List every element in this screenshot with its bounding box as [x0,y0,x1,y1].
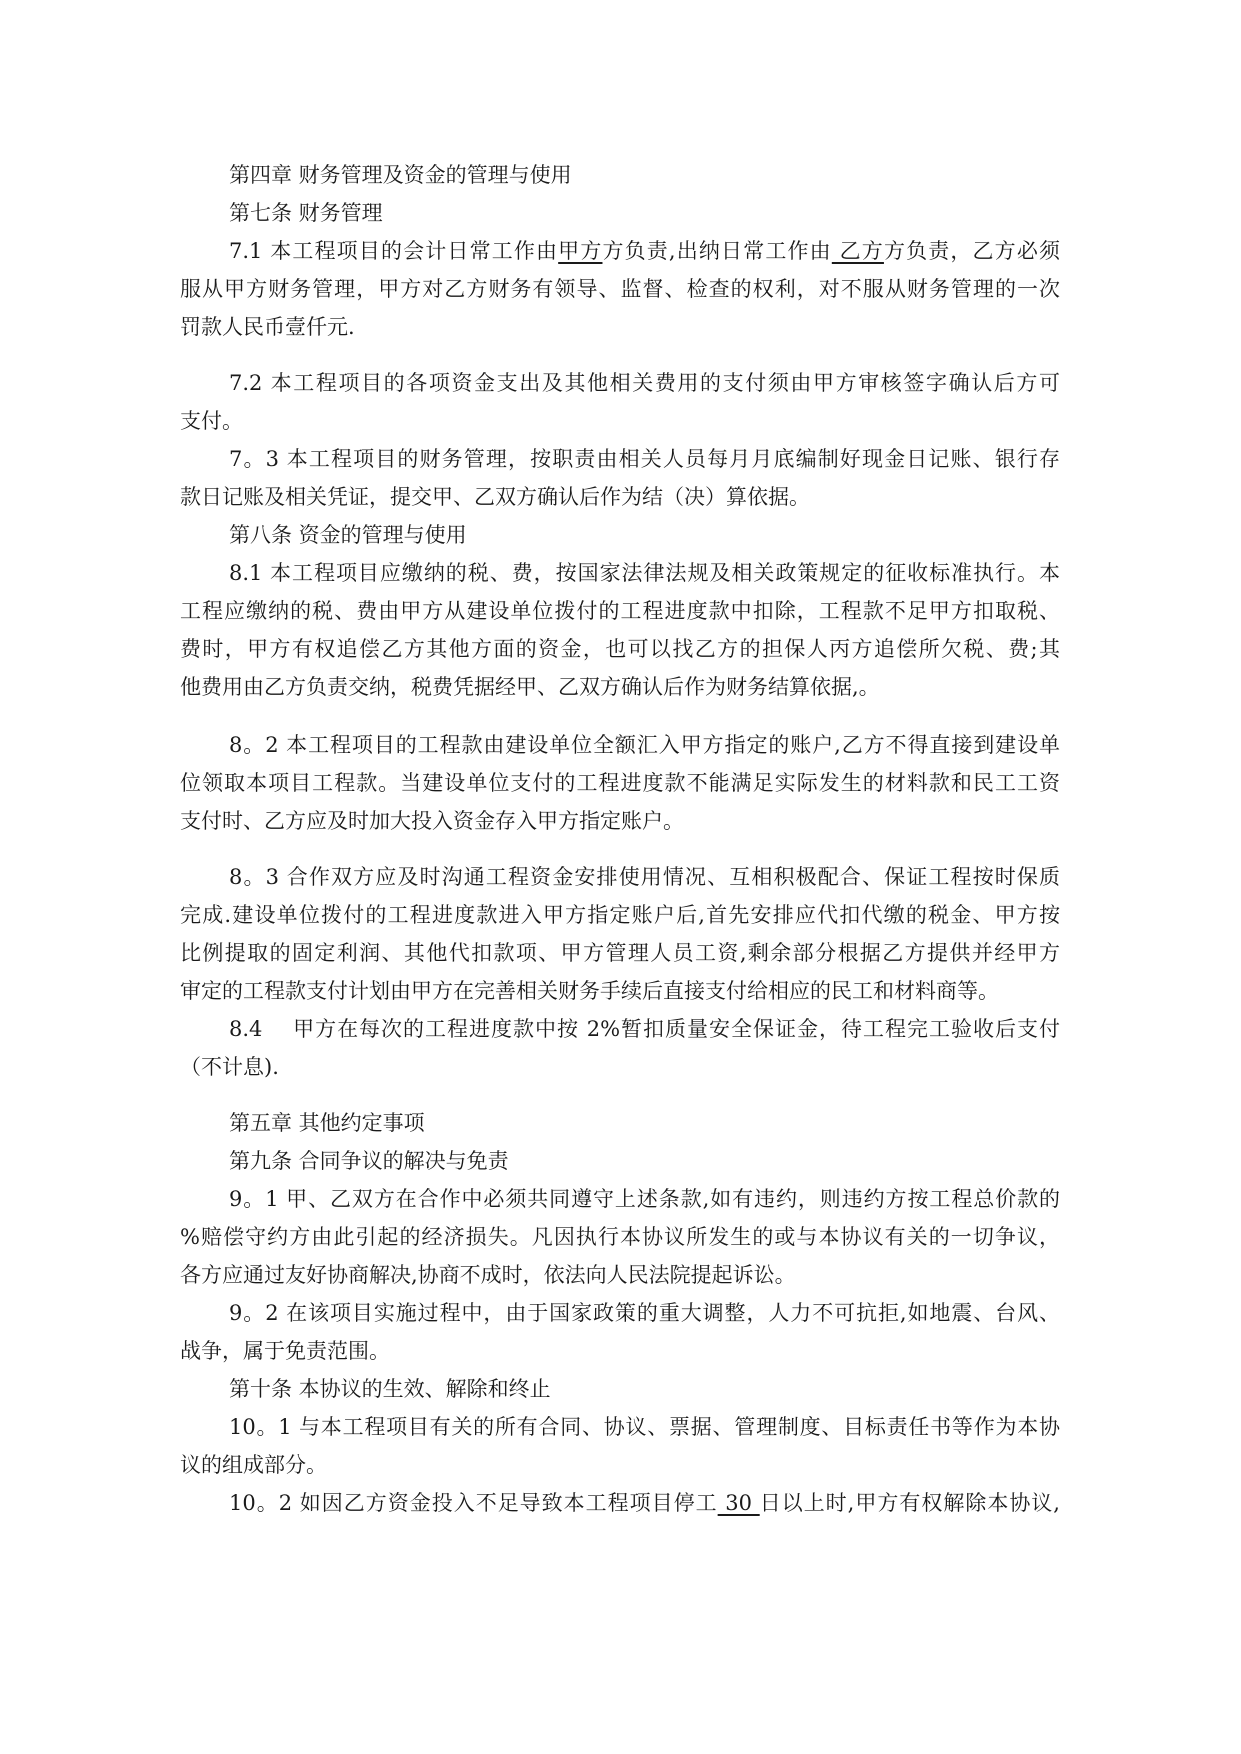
paragraph-line: 支付时、乙方应及时加大投入资金存入甲方指定账户。 [180,809,684,833]
paragraph-line: 费时，甲方有权追偿乙方其他方面的资金，也可以找乙方的担保人丙方追偿所欠税、费;其 [180,637,1060,661]
paragraph-line: 8。2 本工程项目的工程款由建设单位全额汇入甲方指定的账户,乙方不得直接到建设单 [229,733,1060,757]
article-heading: 第九条 合同争议的解决与免责 [229,1149,509,1173]
paragraph-line: 7.1 本工程项目的会计日常工作由甲方方负责,出纳日常工作由 乙方方负责，乙方必须 [229,239,1060,263]
paragraph-line: 支付。 [180,409,243,433]
paragraph-line: 服从甲方财务管理，甲方对乙方财务有领导、监督、检查的权利，对不服从财务管理的一次 [180,277,1060,301]
paragraph-line: 10。1 与本工程项目有关的所有合同、协议、票据、管理制度、目标责任书等作为本协 [229,1415,1060,1439]
paragraph-line: 罚款人民币壹仟元. [180,315,355,339]
article-heading: 第八条 资金的管理与使用 [229,523,467,547]
paragraph-line: 7.2 本工程项目的各项资金支出及其他相关费用的支付须由甲方审核签字确认后方可 [229,371,1060,395]
paragraph-line: 工程应缴纳的税、费由甲方从建设单位拨付的工程进度款中扣除，工程款不足甲方扣取税、 [180,599,1060,623]
article-heading: 第七条 财务管理 [229,201,383,225]
chapter-heading: 第四章 财务管理及资金的管理与使用 [229,163,572,187]
underlined-blank: 30 [717,1491,760,1515]
paragraph-line: 审定的工程款支付计划由甲方在完善相关财务手续后直接支付给相应的民工和材料商等。 [180,979,999,1003]
paragraph-line: 8。3 合作双方应及时沟通工程资金安排使用情况、互相积极配合、保证工程按时保质 [229,865,1060,889]
paragraph-line: 他费用由乙方负责交纳，税费凭据经甲、乙双方确认后作为财务结算依据,。 [180,675,880,699]
paragraph-line: 7。3 本工程项目的财务管理，按职责由相关人员每月月底编制好现金日记账、银行存 [229,447,1060,471]
article-heading: 第十条 本协议的生效、解除和终止 [229,1377,551,1401]
paragraph-line: 各方应通过友好协商解决,协商不成时，依法向人民法院提起诉讼。 [180,1263,796,1287]
paragraph-line: 8.1 本工程项目应缴纳的税、费，按国家法律法规及相关政策规定的征收标准执行。本 [229,561,1060,585]
paragraph-line: 款日记账及相关凭证，提交甲、乙双方确认后作为结（决）算依据。 [180,485,810,509]
paragraph-line: （不计息). [180,1055,279,1079]
paragraph-line: 8.4 甲方在每次的工程进度款中按 2%暂扣质量安全保证金，待工程完工验收后支付 [229,1017,1060,1041]
paragraph-line: 位领取本项目工程款。当建设单位支付的工程进度款不能满足实际发生的材料款和民工工资 [180,771,1060,795]
paragraph-line: 战争，属于免责范围。 [180,1339,390,1363]
underlined-blank: 甲方 [558,239,603,263]
paragraph-line: %赔偿守约方由此引起的经济损失。凡因执行本协议所发生的或与本协议有关的一切争议， [180,1225,1060,1249]
paragraph-line: 10。2 如因乙方资金投入不足导致本工程项目停工 30 日以上时,甲方有权解除本协议, [229,1491,1060,1515]
paragraph-line: 9。2 在该项目实施过程中，由于国家政策的重大调整，人力不可抗拒,如地震、台风、 [229,1301,1060,1325]
paragraph-line: 比例提取的固定利润、其他代扣款项、甲方管理人员工资,剩余部分根据乙方提供并经甲方 [180,941,1060,965]
paragraph-line: 9。1 甲、乙双方在合作中必须共同遵守上述条款,如有违约，则违约方按工程总价款的 [229,1187,1060,1211]
paragraph-line: 完成.建设单位拨付的工程进度款进入甲方指定账户后,首先安排应代扣代缴的税金、甲方按 [180,903,1060,927]
paragraph-line: 议的组成部分。 [180,1453,327,1477]
underlined-blank: 乙方 [831,239,884,263]
chapter-heading: 第五章 其他约定事项 [229,1111,425,1135]
